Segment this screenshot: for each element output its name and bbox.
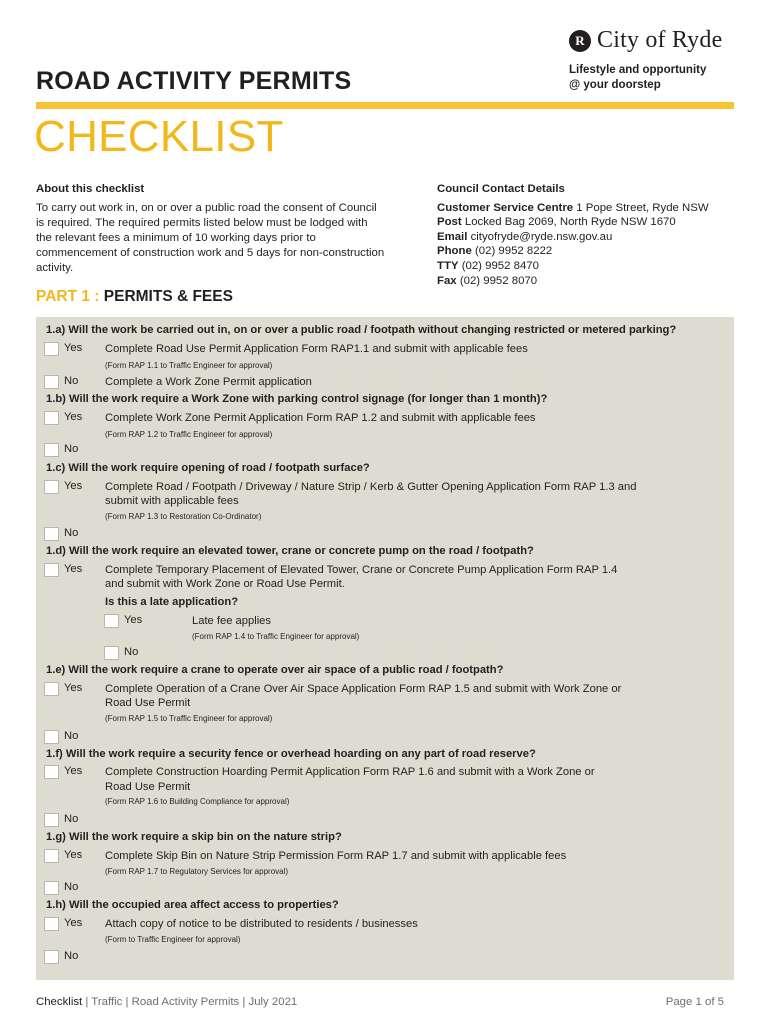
q1b-yes-note: (Form RAP 1.2 to Traffic Engineer for approval) <box>105 430 273 439</box>
question-1c: 1.c) Will the work require opening of road / footpath surface? <box>46 462 370 474</box>
q1c-no-label: No <box>64 527 79 539</box>
tagline-line-1: Lifestyle and opportunity <box>569 64 707 76</box>
q1h-no-option[interactable] <box>44 950 107 964</box>
part-title: PERMITS & FEES <box>103 288 233 305</box>
q1f-yes-instruction-2: Road Use Permit <box>105 781 191 793</box>
tagline-line-2: @ your doorstep <box>569 78 661 91</box>
q1c-no-checkbox[interactable] <box>44 527 59 541</box>
q1b-yes-checkbox[interactable] <box>44 411 59 425</box>
q1c-yes-instruction-1: Complete Road / Footpath / Driveway / Nature Strip / Kerb & Gutter Opening Application Form RAP 1.3 and <box>105 481 637 493</box>
contact-customer-service: Customer Service Centre 1 Pope Street, Ryde NSW <box>437 201 709 214</box>
contact-tty: TTY (02) 9952 8470 <box>437 259 539 272</box>
q1b-no-option[interactable] <box>44 443 107 457</box>
q1c-yes-option[interactable] <box>44 480 107 494</box>
about-section <box>36 182 386 276</box>
q1a-no-instruction: Complete a Work Zone Permit application <box>105 376 312 388</box>
q1h-no-label: No <box>64 950 79 962</box>
q1g-yes-checkbox[interactable] <box>44 849 59 863</box>
q1g-no-option[interactable] <box>44 881 107 895</box>
q1d-late-no-checkbox[interactable] <box>104 646 119 660</box>
part-1-heading <box>36 288 233 306</box>
q1f-yes-instruction-1: Complete Construction Hoarding Permit Application Form RAP 1.6 and submit with a Work Zone or <box>105 766 595 778</box>
contact-fax: Fax (02) 9952 8070 <box>437 274 538 287</box>
q1a-yes-note: (Form RAP 1.1 to Traffic Engineer for approval) <box>105 361 273 370</box>
q1b-yes-label: Yes <box>64 411 83 423</box>
q1d-late-yes-checkbox[interactable] <box>104 614 119 628</box>
q1a-yes-checkbox[interactable] <box>44 342 59 356</box>
q1c-yes-instruction-2: submit with applicable fees <box>105 495 239 507</box>
document-title: ROAD ACTIVITY PERMITS <box>36 67 352 95</box>
q1f-no-label: No <box>64 813 79 825</box>
contact-heading: Council Contact Details <box>437 183 565 195</box>
q1e-no-label: No <box>64 730 79 742</box>
q1g-yes-option[interactable] <box>44 849 107 863</box>
q1g-yes-note: (Form RAP 1.7 to Regulatory Services for approval) <box>105 867 289 876</box>
q1b-yes-option[interactable] <box>44 411 107 425</box>
question-1b: 1.b) Will the work require a Work Zone with parking control signage (for longer than 1 month)? <box>46 393 548 405</box>
city-of-ryde-logo <box>569 27 722 54</box>
q1f-yes-label: Yes <box>64 765 83 777</box>
q1a-no-option[interactable] <box>44 375 107 389</box>
tagline <box>569 63 706 92</box>
contact-post: Post Locked Bag 2069, North Ryde NSW 1670 <box>437 216 676 229</box>
q1c-yes-label: Yes <box>64 480 83 492</box>
question-1e: 1.e) Will the work require a crane to operate over air space of a public road / footpath? <box>46 664 504 676</box>
q1f-yes-note: (Form RAP 1.6 to Building Compliance for approval) <box>105 797 290 806</box>
part-number: PART 1 : <box>36 288 100 305</box>
title-divider <box>36 102 734 109</box>
q1d-late-no-option[interactable] <box>104 646 167 660</box>
q1a-yes-label: Yes <box>64 342 83 354</box>
contact-phone: Phone (02) 9952 8222 <box>437 245 553 258</box>
q1h-yes-note: (Form to Traffic Engineer for approval) <box>105 935 241 944</box>
q1d-yes-instruction-2: and submit with Work Zone or Road Use Permit. <box>105 578 345 590</box>
q1f-no-checkbox[interactable] <box>44 813 59 827</box>
about-body: To carry out work in, on or over a public road the consent of Council is required. The required permits listed below must be lodged with the relevant fees a minimum of 10 working days prior to commencement of construction work and 5 days for non-construction activity. <box>36 202 385 274</box>
q1c-no-option[interactable] <box>44 527 107 541</box>
q1h-yes-option[interactable] <box>44 917 107 931</box>
q1d-late-no-label: No <box>124 646 139 658</box>
contact-section <box>437 182 737 288</box>
q1d-late-question: Is this a late application? <box>105 596 239 608</box>
q1d-yes-label: Yes <box>64 563 83 575</box>
footer-text: | Traffic | Road Activity Permits | July 2021 <box>82 996 298 1008</box>
q1g-yes-label: Yes <box>64 849 83 861</box>
contact-email: Email cityofryde@ryde.nsw.gov.au <box>437 230 613 243</box>
about-heading: About this checklist <box>36 183 145 195</box>
logo-mark-icon: R <box>569 30 591 52</box>
q1e-yes-instruction-1: Complete Operation of a Crane Over Air Space Application Form RAP 1.5 and submit with Work Zone or <box>105 683 622 695</box>
question-1h: 1.h) Will the occupied area affect access to properties? <box>46 899 339 911</box>
q1h-yes-label: Yes <box>64 917 83 929</box>
q1f-yes-option[interactable] <box>44 765 107 779</box>
footer-label: Checklist <box>36 996 83 1008</box>
question-1f: 1.f) Will the work require a security fence or overhead hoarding on any part of road reserve? <box>46 748 536 760</box>
question-1a: 1.a) Will the work be carried out in, on or over a public road / footpath without changing restricted or metered parking? <box>46 324 677 336</box>
q1h-yes-instruction: Attach copy of notice to be distributed to residents / businesses <box>105 918 418 930</box>
q1a-no-checkbox[interactable] <box>44 375 59 389</box>
q1b-no-label: No <box>64 443 79 455</box>
q1d-yes-instruction-1: Complete Temporary Placement of Elevated Tower, Crane or Concrete Pump Application Form RAP 1.4 <box>105 564 618 576</box>
q1c-yes-note: (Form RAP 1.3 to Restoration Co-Ordinator) <box>105 512 262 521</box>
q1d-yes-checkbox[interactable] <box>44 563 59 577</box>
q1e-no-checkbox[interactable] <box>44 730 59 744</box>
q1f-no-option[interactable] <box>44 813 107 827</box>
q1d-late-yes-note: (Form RAP 1.4 to Traffic Engineer for approval) <box>192 632 360 641</box>
q1e-yes-instruction-2: Road Use Permit <box>105 697 191 709</box>
checklist-heading: CHECKLIST <box>34 112 284 161</box>
q1b-yes-instruction: Complete Work Zone Permit Application Form RAP 1.2 and submit with applicable fees <box>105 412 536 424</box>
footer <box>36 996 297 1008</box>
q1h-yes-checkbox[interactable] <box>44 917 59 931</box>
page-number: Page 1 of 5 <box>665 996 724 1008</box>
q1g-no-label: No <box>64 881 79 893</box>
q1e-yes-label: Yes <box>64 682 83 694</box>
q1a-yes-option[interactable] <box>44 342 107 356</box>
q1a-yes-instruction: Complete Road Use Permit Application Form RAP1.1 and submit with applicable fees <box>105 343 528 355</box>
q1g-no-checkbox[interactable] <box>44 881 59 895</box>
q1e-yes-note: (Form RAP 1.5 to Traffic Engineer for approval) <box>105 714 273 723</box>
q1a-no-label: No <box>64 375 79 387</box>
question-1d: 1.d) Will the work require an elevated tower, crane or concrete pump on the road / footpath? <box>46 545 534 557</box>
logo-name: City of Ryde <box>597 27 723 53</box>
q1c-yes-checkbox[interactable] <box>44 480 59 494</box>
q1f-yes-checkbox[interactable] <box>44 765 59 779</box>
q1e-yes-checkbox[interactable] <box>44 682 59 696</box>
q1d-late-yes-option[interactable] <box>104 614 167 628</box>
q1d-late-yes-label: Yes <box>124 614 143 626</box>
q1g-yes-instruction: Complete Skip Bin on Nature Strip Permission Form RAP 1.7 and submit with applicable fees <box>105 850 567 862</box>
q1d-yes-option[interactable] <box>44 563 107 577</box>
q1h-no-checkbox[interactable] <box>44 950 59 964</box>
q1b-no-checkbox[interactable] <box>44 443 59 457</box>
question-1g: 1.g) Will the work require a skip bin on the nature strip? <box>46 831 342 843</box>
q1d-late-yes-instruction: Late fee applies <box>192 615 271 627</box>
q1e-no-option[interactable] <box>44 730 107 744</box>
q1e-yes-option[interactable] <box>44 682 107 696</box>
